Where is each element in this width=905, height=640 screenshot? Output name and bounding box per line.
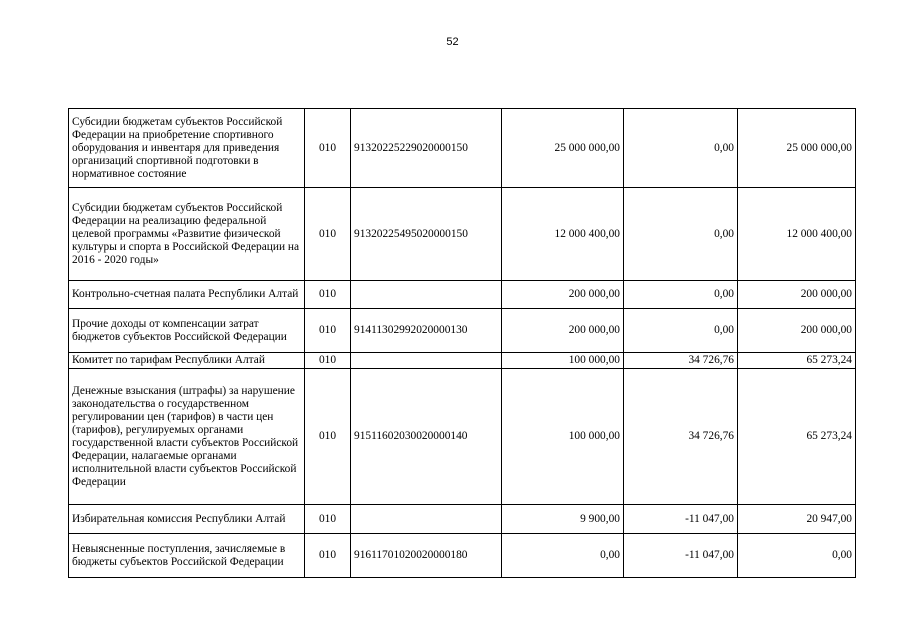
row-code: 010 — [305, 188, 351, 281]
row-plan: 200 000,00 — [502, 281, 624, 309]
row-name: Избирательная комиссия Республики Алтай — [69, 505, 305, 534]
row-executed: 34 726,76 — [624, 369, 738, 505]
row-kbk: 91320225229020000150 — [351, 109, 502, 188]
row-executed: 34 726,76 — [624, 353, 738, 369]
row-remainder: 0,00 — [738, 534, 856, 578]
row-code: 010 — [305, 505, 351, 534]
row-plan: 200 000,00 — [502, 309, 624, 353]
row-code: 010 — [305, 534, 351, 578]
row-name: Субсидии бюджетам субъектов Российской Федерации на приобретение спортивного оборудования и инвентаря для приведения организаций спортивной подготовки в нормативное состояние — [69, 109, 305, 188]
table-row — [69, 369, 856, 505]
row-remainder: 200 000,00 — [738, 281, 856, 309]
table-row — [69, 281, 856, 309]
row-remainder: 65 273,24 — [738, 353, 856, 369]
table-row — [69, 109, 856, 188]
row-name: Комитет по тарифам Республики Алтай — [69, 353, 305, 369]
row-executed: 0,00 — [624, 281, 738, 309]
table-row — [69, 309, 856, 353]
row-plan: 9 900,00 — [502, 505, 624, 534]
row-name: Контрольно-счетная палата Республики Алтай — [69, 281, 305, 309]
row-executed: 0,00 — [624, 188, 738, 281]
row-remainder: 65 273,24 — [738, 369, 856, 505]
row-code: 010 — [305, 309, 351, 353]
row-plan: 100 000,00 — [502, 353, 624, 369]
row-code: 010 — [305, 353, 351, 369]
row-plan: 12 000 400,00 — [502, 188, 624, 281]
page-number: 52 — [446, 36, 459, 48]
row-kbk: 91320225495020000150 — [351, 188, 502, 281]
table-row — [69, 353, 856, 369]
row-kbk — [351, 353, 502, 369]
row-kbk: 91611701020020000180 — [351, 534, 502, 578]
row-executed: 0,00 — [624, 309, 738, 353]
table-row — [69, 534, 856, 578]
table-row — [69, 505, 856, 534]
row-name: Субсидии бюджетам субъектов Российской Федерации на реализацию федеральной целевой программы «Развитие физической культуры и спорта в Российской Федерации на 2016 - 2020 годы» — [69, 188, 305, 281]
row-kbk: 91511602030020000140 — [351, 369, 502, 505]
row-remainder: 12 000 400,00 — [738, 188, 856, 281]
row-code: 010 — [305, 369, 351, 505]
row-remainder: 20 947,00 — [738, 505, 856, 534]
row-name: Невыясненные поступления, зачисляемые в бюджеты субъектов Российской Федерации — [69, 534, 305, 578]
row-code: 010 — [305, 109, 351, 188]
row-kbk — [351, 281, 502, 309]
row-plan: 100 000,00 — [502, 369, 624, 505]
row-kbk: 91411302992020000130 — [351, 309, 502, 353]
row-executed: 0,00 — [624, 109, 738, 188]
row-code: 010 — [305, 281, 351, 309]
row-plan: 25 000 000,00 — [502, 109, 624, 188]
budget-table — [68, 108, 856, 578]
table-row — [69, 188, 856, 281]
row-executed: -11 047,00 — [624, 505, 738, 534]
row-remainder: 200 000,00 — [738, 309, 856, 353]
row-plan: 0,00 — [502, 534, 624, 578]
row-kbk — [351, 505, 502, 534]
row-name: Денежные взыскания (штрафы) за нарушение законодательства о государственном регулировании цен (тарифов) в части цен (тарифов), регулируемых органами государственной власти субъектов Российской Федерации, налагаемые органами исполнительной власти субъектов Российской Федерации — [69, 369, 305, 505]
row-name: Прочие доходы от компенсации затрат бюджетов субъектов Российской Федерации — [69, 309, 305, 353]
row-remainder: 25 000 000,00 — [738, 109, 856, 188]
row-executed: -11 047,00 — [624, 534, 738, 578]
